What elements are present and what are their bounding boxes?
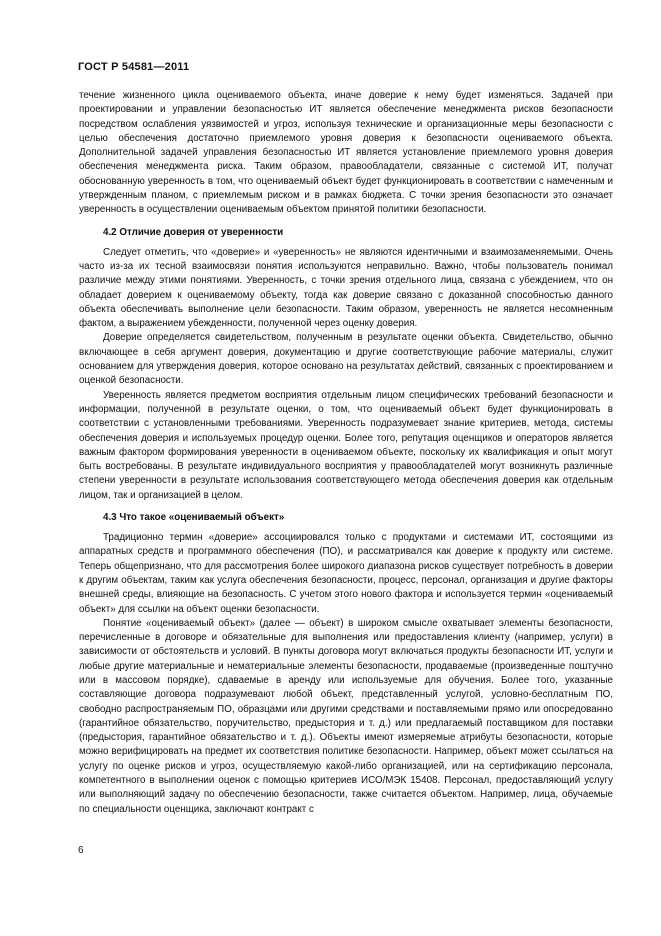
paragraph: Понятие «оцениваемый объект» (далее — объект) в широком смысле охватывает элементы безопасности, перечисленные в договоре и обязательные для выполнения или предоставления клиенту (например, услуги) в зависимости от обстоятельств и условий. В пункты договора могут включаться продукты безопасности ИТ, услуги и любые другие материальные и нематериальные элементы безопасности, продаваемые (произведенные поштучно или в массовом порядке), сдаваемые в аренду или используемые для обучения. Более того, указанные составляющие договора подразумевают любой объект, представленный услугой, условно-бесплатным ПО, свободно распространяемым ПО, образцами или другими средствами и поставляемыми прямо или опосредованно (гарантийное обязательство, поручительство, предыстория и т. д.) или предлагаемый поставщиком для поставки (предыстория, гарантийное обязательство и т. д.). Объекты имеют измеряемые атрибуты безопасности, которые можно верифицировать на предмет их соответствия политике безопасности. Например, объект может ссылаться на услугу по оценке рисков и угроз, осуществляемую какой-либо организацией, или на сертификацию персонала, компетентного в выполнении оценок с помощью критериев ИСО/МЭК 15408. Персонал, предоставляющий услугу или выполняющий задачу по обеспечению безопасности, также считается объектом. Например, лица, обучаемые по специальности оценщика, заключают контракт с	[79, 617, 613, 815]
paragraph-continuation: течение жизненного цикла оцениваемого объекта, иначе доверие к нему будет изменяться. Задачей при проектировании и управлении безопасностью ИТ является обеспечение менеджмента рисков безопасности посредством ослабления уязвимостей и угроз, используя технические и организационные меры безопасности с целью обеспечения достаточно приемлемого уровня доверия к безопасности оцениваемого объекта. Дополнительной задачей управления безопасностью ИТ является установление приемлемого уровня доверия обеспечения менеджмента риска. Таким образом, правообладатели, связанные с системой ИТ, получат обоснованную уверенность в том, что оцениваемый объект будет функционировать в соответствии с намеченным и утвержденным планом, с приемлемым риском и в рамках бюджета. С точки зрения безопасности это означает уверенность в осуществлении оцениваемым объектом принятой политики безопасности.	[79, 90, 613, 216]
paragraph: Доверие определяется свидетельством, полученным в результате оценки объекта. Свидетельство, обычно включающее в себя аргумент доверия, документацию и другие соответствующие рабочие материалы, служит основанием для утверждения доверия, которое основано на результатах действий, связанных с проектированием и оценкой безопасности.	[79, 332, 613, 387]
page-header-title: ГОСТ Р 54581—2011	[78, 61, 190, 73]
page-number: 6	[78, 845, 84, 856]
paragraph: Следует отметить, что «доверие» и «уверенность» не являются идентичными и взаимозаменяемыми. Очень часто из-за их тесной взаимосвязи понятия используются неправильно. Важно, чтобы пользователь понимал различие между этими понятиями. Уверенность, с точки зрения отдельного лица, связана с убеждением, что он обладает доверием к оцениваемому объекту, тогда как доверие связано с доказанной способностью данного объекта обеспечивать выполнение цели безопасности. Таким образом, уверенность не является несомненным фактом, а выражением убежденности, полученной через оценку доверия.	[79, 246, 613, 330]
section-heading-4-2: 4.2 Отличие доверия от уверенности	[103, 226, 284, 238]
document-body	[79, 89, 613, 817]
section-heading-4-3: 4.3 Что такое «оцениваемый объект»	[103, 512, 285, 524]
paragraph: Уверенность является предметом восприятия отдельным лицом специфических требований безопасности и информации, полученной в результате оценки, о том, что оцениваемый объект будет функционировать в соответствии с установленными требованиями. Уверенность подразумевает знание критериев, метода, системы обеспечения доверия и используемых процедур оценки. Более того, репутация оценщиков и операторов является важным фактором формирования уверенности в оцениваемом объекте, поскольку их квалификация и опыт могут быть востребованы. В результате индивидуального восприятия у правообладателей могут возникнуть различные степени уверенности в результате использования соответствующего метода обеспечения доверия как отдельным лицом, так и организацией в целом.	[79, 389, 613, 501]
paragraph: Традиционно термин «доверие» ассоциировался только с продуктами и системами ИТ, состоящими из аппаратных средств и программного обеспечения (ПО), и рассматривался как доверие к продукту или системе. Теперь общепризнано, что для рассмотрения более широкого диапазона рисков существует потребность в доверии к другим объектам, таким как услуга обеспечения безопасности, процесс, персонал, организация и другие факторы внешней среды, влияющие на безопасность. С учетом этого нового фактора и используется термин «оцениваемый объект» для ссылки на объект оценки безопасности.	[79, 532, 613, 615]
